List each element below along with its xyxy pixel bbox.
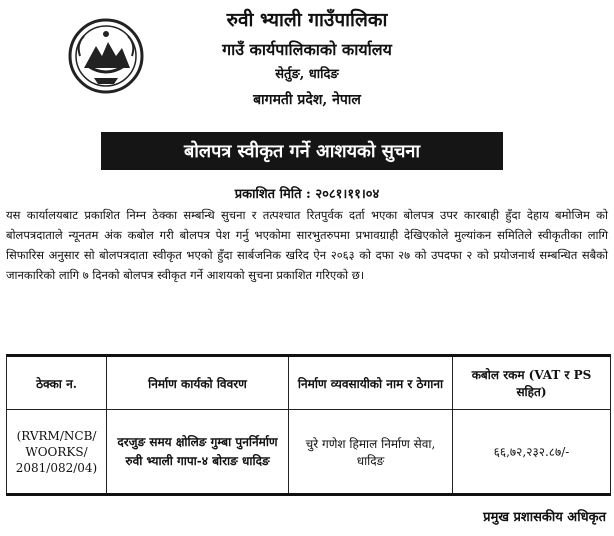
org-name: रुवी भ्याली गाउँपालिका xyxy=(226,9,388,31)
cell-contract-no: (RVRM/NCB/ WOORKS/ 2081/082/04) xyxy=(7,410,107,495)
cell-amount: ६६,७२,२३२.८७/- xyxy=(453,410,611,495)
notice-title-banner: बोलपत्र स्वीकृत गर्ने आशयको सुचना xyxy=(101,132,503,170)
table-row xyxy=(7,410,611,495)
signatory-title: प्रमुख प्रशासकीय अधिकृत xyxy=(483,510,606,525)
office-address: सेर्तुङ, धादिङ xyxy=(275,67,339,82)
col-header-work-desc: निर्माण कार्यको विवरण xyxy=(107,356,289,410)
office-name: गाउँ कार्यपालिकाको कार्यालय xyxy=(222,40,392,59)
province-line: बागमती प्रदेश, नेपाल xyxy=(253,92,361,108)
contract-table xyxy=(6,354,611,496)
table-header-row xyxy=(7,356,611,410)
col-header-contract-no: ठेक्का न. xyxy=(7,356,107,410)
publish-date: प्रकाशित मिति : २०८१।११।०४ xyxy=(234,187,380,202)
cell-work-desc: दरजुङ समय क्षोलिङ गुम्बा पुनर्निर्माण रुवी भ्याली गापा-४ बोराङ धादिङ xyxy=(107,410,289,495)
notice-body: यस कार्यालयबाट प्रकाशित निम्न ठेक्का सम्बन्धि सुचना र तत्पश्चात रितपुर्वक दर्ता भएका बोलपत्र उपर कारबाही हुँदा देहाय बमोजिम को बोलपत्रदाताले न्यूनतम अंक कबोल गरी बोलपत्र पेश गर्नु भएकोमा सारभुतरुपमा प्रभावग्राही देखिएकोले मुल्यांकन समितिले स्वीकृतीका लागि सिफारिस अनुसार सो बोलपत्रदाता स्वीकृत भएको हुँदा सार्बजनिक खरिद ऐन २०६३ को दफा २७ को उपदफा २ को प्रयोजनार्थ सम्बन्धित सबैको जानकारिको लागि ७ दिनको बोलपत्र स्वीकृत गर्ने आशयको सुचना प्रकाशित गरिएको छ। xyxy=(6,208,608,282)
col-header-amount: कबोल रकम (VAT र PS सहित) xyxy=(453,356,611,410)
cell-contractor: चुरे गणेश हिमाल निर्माण सेवा, धादिङ xyxy=(289,410,453,495)
col-header-contractor: निर्माण व्यवसायीको नाम र ठेगाना xyxy=(289,356,453,410)
